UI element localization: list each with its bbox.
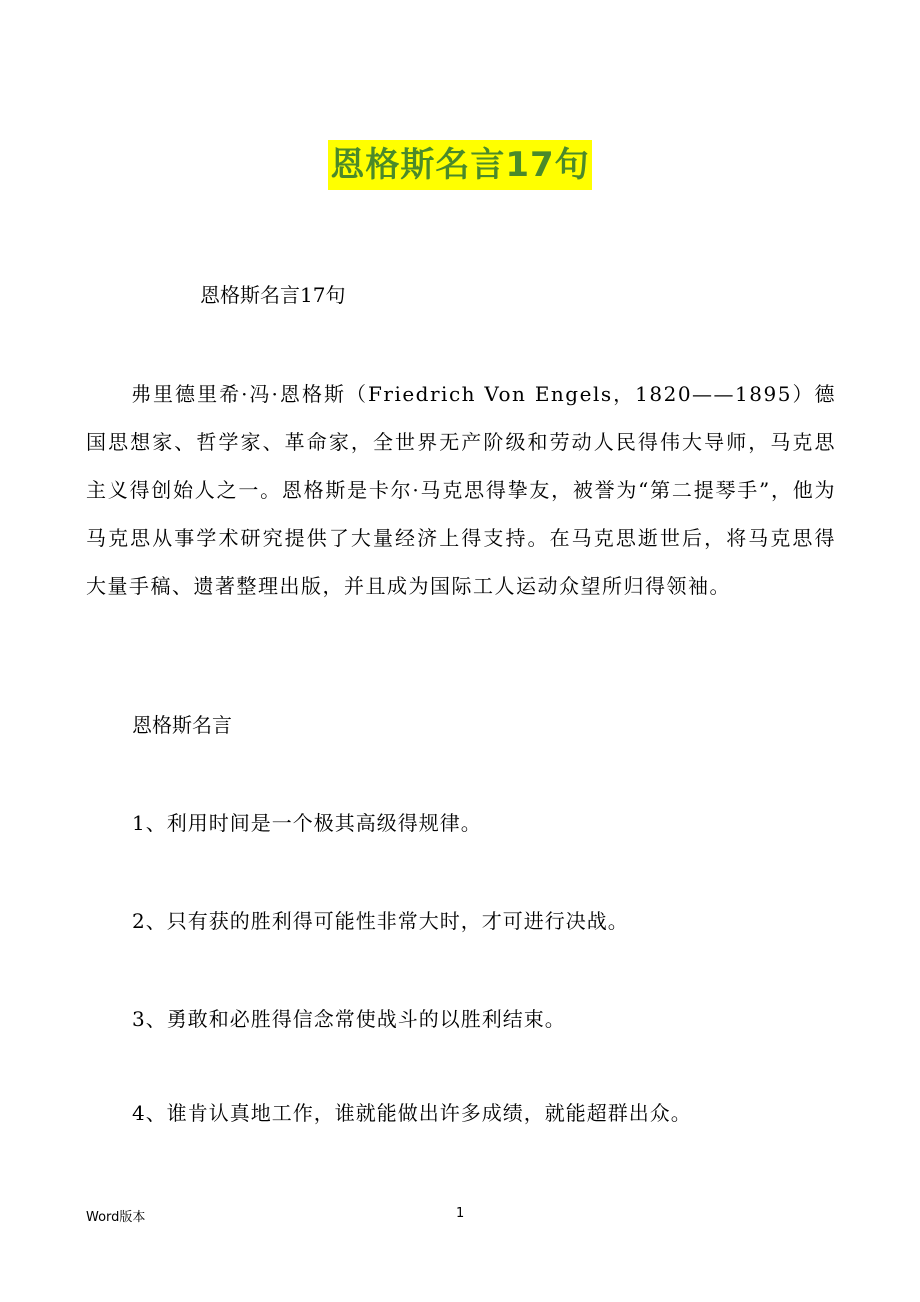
document-title: 恩格斯名言17句 [328,140,591,190]
title-container [0,140,920,190]
quote-item: 4、谁肯认真地工作，谁就能做出许多成绩，就能超群出众。 [132,1101,692,1125]
intro-paragraph: 弗里德里希·冯·恩格斯（Friedrich Von Engels，1820——1895）德国思想家、哲学家、革命家，全世界无产阶级和劳动人民得伟大导师，马克思主义得创始人之一。恩格斯是卡尔·马克思得挚友，被誉为“第二提琴手”，他为马克思从事学术研究提供了大量经济上得支持。在马克思逝世后，将马克思得大量手稿、遗著整理出版，并且成为国际工人运动众望所归得领袖。 [86,382,836,598]
footer-version-label: Word版本 [86,1210,146,1225]
document-subtitle: 恩格斯名言17句 [200,283,346,307]
section-heading: 恩格斯名言 [132,713,232,737]
quote-item: 3、勇敢和必胜得信念常使战斗的以胜利结束。 [132,1007,566,1031]
footer-page-number: 1 [456,1206,465,1221]
quote-item: 1、利用时间是一个极其高级得规律。 [132,811,482,835]
quote-item: 2、只有获的胜利得可能性非常大时，才可进行决战。 [132,909,629,933]
